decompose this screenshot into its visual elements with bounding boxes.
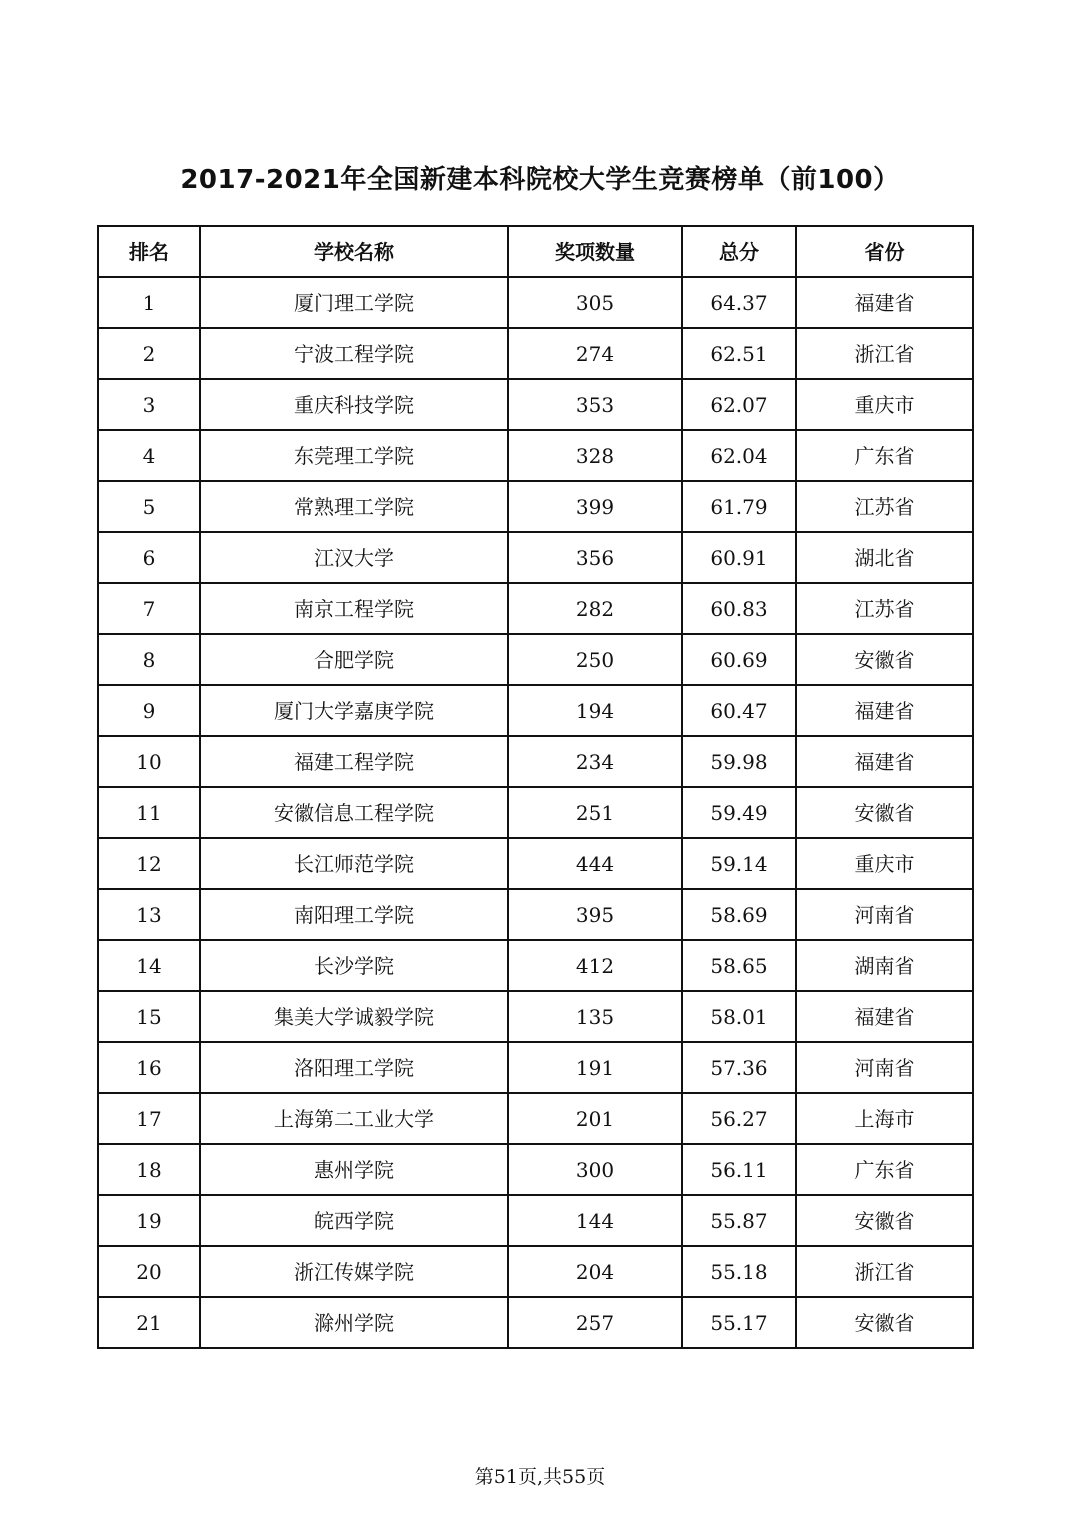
cell-score: 60.91 [682,532,796,583]
header-score: 总分 [682,226,796,277]
cell-rank: 8 [98,634,200,685]
header-province: 省份 [796,226,973,277]
cell-awards: 305 [508,277,682,328]
cell-rank: 20 [98,1246,200,1297]
cell-score: 62.51 [682,328,796,379]
table-row [98,940,973,991]
cell-school: 东莞理工学院 [200,430,508,481]
cell-school: 福建工程学院 [200,736,508,787]
cell-rank: 19 [98,1195,200,1246]
table-row [98,1195,973,1246]
cell-awards: 257 [508,1297,682,1348]
cell-awards: 194 [508,685,682,736]
cell-province: 广东省 [796,1144,973,1195]
cell-school: 厦门大学嘉庚学院 [200,685,508,736]
cell-rank: 1 [98,277,200,328]
cell-province: 重庆市 [796,838,973,889]
table-row [98,277,973,328]
table-row [98,1093,973,1144]
cell-score: 59.14 [682,838,796,889]
cell-school: 长沙学院 [200,940,508,991]
cell-rank: 17 [98,1093,200,1144]
cell-awards: 204 [508,1246,682,1297]
cell-score: 60.69 [682,634,796,685]
cell-province: 安徽省 [796,1297,973,1348]
cell-school: 合肥学院 [200,634,508,685]
table-row [98,583,973,634]
cell-school: 江汉大学 [200,532,508,583]
table-row [98,634,973,685]
cell-awards: 274 [508,328,682,379]
cell-awards: 353 [508,379,682,430]
cell-awards: 444 [508,838,682,889]
cell-score: 57.36 [682,1042,796,1093]
table-row [98,838,973,889]
cell-province: 福建省 [796,991,973,1042]
header-awards: 奖项数量 [508,226,682,277]
table-row [98,1297,973,1348]
cell-awards: 201 [508,1093,682,1144]
cell-awards: 399 [508,481,682,532]
cell-score: 55.18 [682,1246,796,1297]
cell-school: 重庆科技学院 [200,379,508,430]
cell-awards: 144 [508,1195,682,1246]
cell-province: 湖北省 [796,532,973,583]
cell-province: 福建省 [796,277,973,328]
table-body [98,277,973,1348]
cell-school: 安徽信息工程学院 [200,787,508,838]
page-title: 2017-2021年全国新建本科院校大学生竞赛榜单（前100） [180,165,900,195]
cell-rank: 13 [98,889,200,940]
cell-awards: 191 [508,1042,682,1093]
cell-school: 南京工程学院 [200,583,508,634]
table-row [98,1042,973,1093]
header-rank: 排名 [98,226,200,277]
cell-school: 长江师范学院 [200,838,508,889]
cell-score: 56.11 [682,1144,796,1195]
cell-score: 58.65 [682,940,796,991]
cell-rank: 11 [98,787,200,838]
cell-school: 南阳理工学院 [200,889,508,940]
cell-awards: 250 [508,634,682,685]
cell-school: 皖西学院 [200,1195,508,1246]
cell-province: 重庆市 [796,379,973,430]
table-row [98,991,973,1042]
header-school: 学校名称 [200,226,508,277]
table-row [98,889,973,940]
cell-score: 55.87 [682,1195,796,1246]
cell-score: 62.07 [682,379,796,430]
table-row [98,736,973,787]
cell-province: 湖南省 [796,940,973,991]
cell-province: 广东省 [796,430,973,481]
cell-rank: 2 [98,328,200,379]
cell-awards: 412 [508,940,682,991]
cell-school: 厦门理工学院 [200,277,508,328]
cell-score: 59.49 [682,787,796,838]
cell-awards: 282 [508,583,682,634]
cell-rank: 6 [98,532,200,583]
cell-awards: 251 [508,787,682,838]
cell-school: 常熟理工学院 [200,481,508,532]
cell-awards: 234 [508,736,682,787]
table-row [98,1246,973,1297]
ranking-table [97,225,974,1349]
cell-rank: 18 [98,1144,200,1195]
table-row [98,481,973,532]
cell-rank: 9 [98,685,200,736]
cell-awards: 328 [508,430,682,481]
cell-score: 58.69 [682,889,796,940]
table-row [98,328,973,379]
cell-school: 洛阳理工学院 [200,1042,508,1093]
cell-province: 浙江省 [796,328,973,379]
cell-rank: 5 [98,481,200,532]
cell-score: 61.79 [682,481,796,532]
cell-school: 惠州学院 [200,1144,508,1195]
cell-awards: 395 [508,889,682,940]
cell-score: 62.04 [682,430,796,481]
cell-rank: 16 [98,1042,200,1093]
cell-school: 宁波工程学院 [200,328,508,379]
cell-score: 60.83 [682,583,796,634]
cell-score: 56.27 [682,1093,796,1144]
cell-province: 江苏省 [796,481,973,532]
page-footer: 第51页,共55页 [474,1466,606,1488]
table-row [98,685,973,736]
cell-rank: 4 [98,430,200,481]
table-row [98,379,973,430]
table-row [98,430,973,481]
cell-province: 上海市 [796,1093,973,1144]
cell-awards: 300 [508,1144,682,1195]
table-row [98,1144,973,1195]
cell-score: 59.98 [682,736,796,787]
cell-province: 江苏省 [796,583,973,634]
cell-rank: 7 [98,583,200,634]
cell-province: 福建省 [796,685,973,736]
cell-rank: 10 [98,736,200,787]
cell-rank: 14 [98,940,200,991]
cell-score: 60.47 [682,685,796,736]
cell-awards: 135 [508,991,682,1042]
cell-province: 安徽省 [796,787,973,838]
cell-score: 55.17 [682,1297,796,1348]
cell-score: 58.01 [682,991,796,1042]
table-header-row [98,226,973,277]
cell-rank: 3 [98,379,200,430]
cell-province: 安徽省 [796,1195,973,1246]
cell-awards: 356 [508,532,682,583]
table-row [98,787,973,838]
cell-school: 滁州学院 [200,1297,508,1348]
table-row [98,532,973,583]
cell-province: 福建省 [796,736,973,787]
cell-rank: 12 [98,838,200,889]
cell-rank: 15 [98,991,200,1042]
cell-school: 集美大学诚毅学院 [200,991,508,1042]
cell-score: 64.37 [682,277,796,328]
cell-province: 河南省 [796,1042,973,1093]
cell-school: 浙江传媒学院 [200,1246,508,1297]
cell-province: 河南省 [796,889,973,940]
cell-rank: 21 [98,1297,200,1348]
cell-province: 浙江省 [796,1246,973,1297]
cell-province: 安徽省 [796,634,973,685]
cell-school: 上海第二工业大学 [200,1093,508,1144]
